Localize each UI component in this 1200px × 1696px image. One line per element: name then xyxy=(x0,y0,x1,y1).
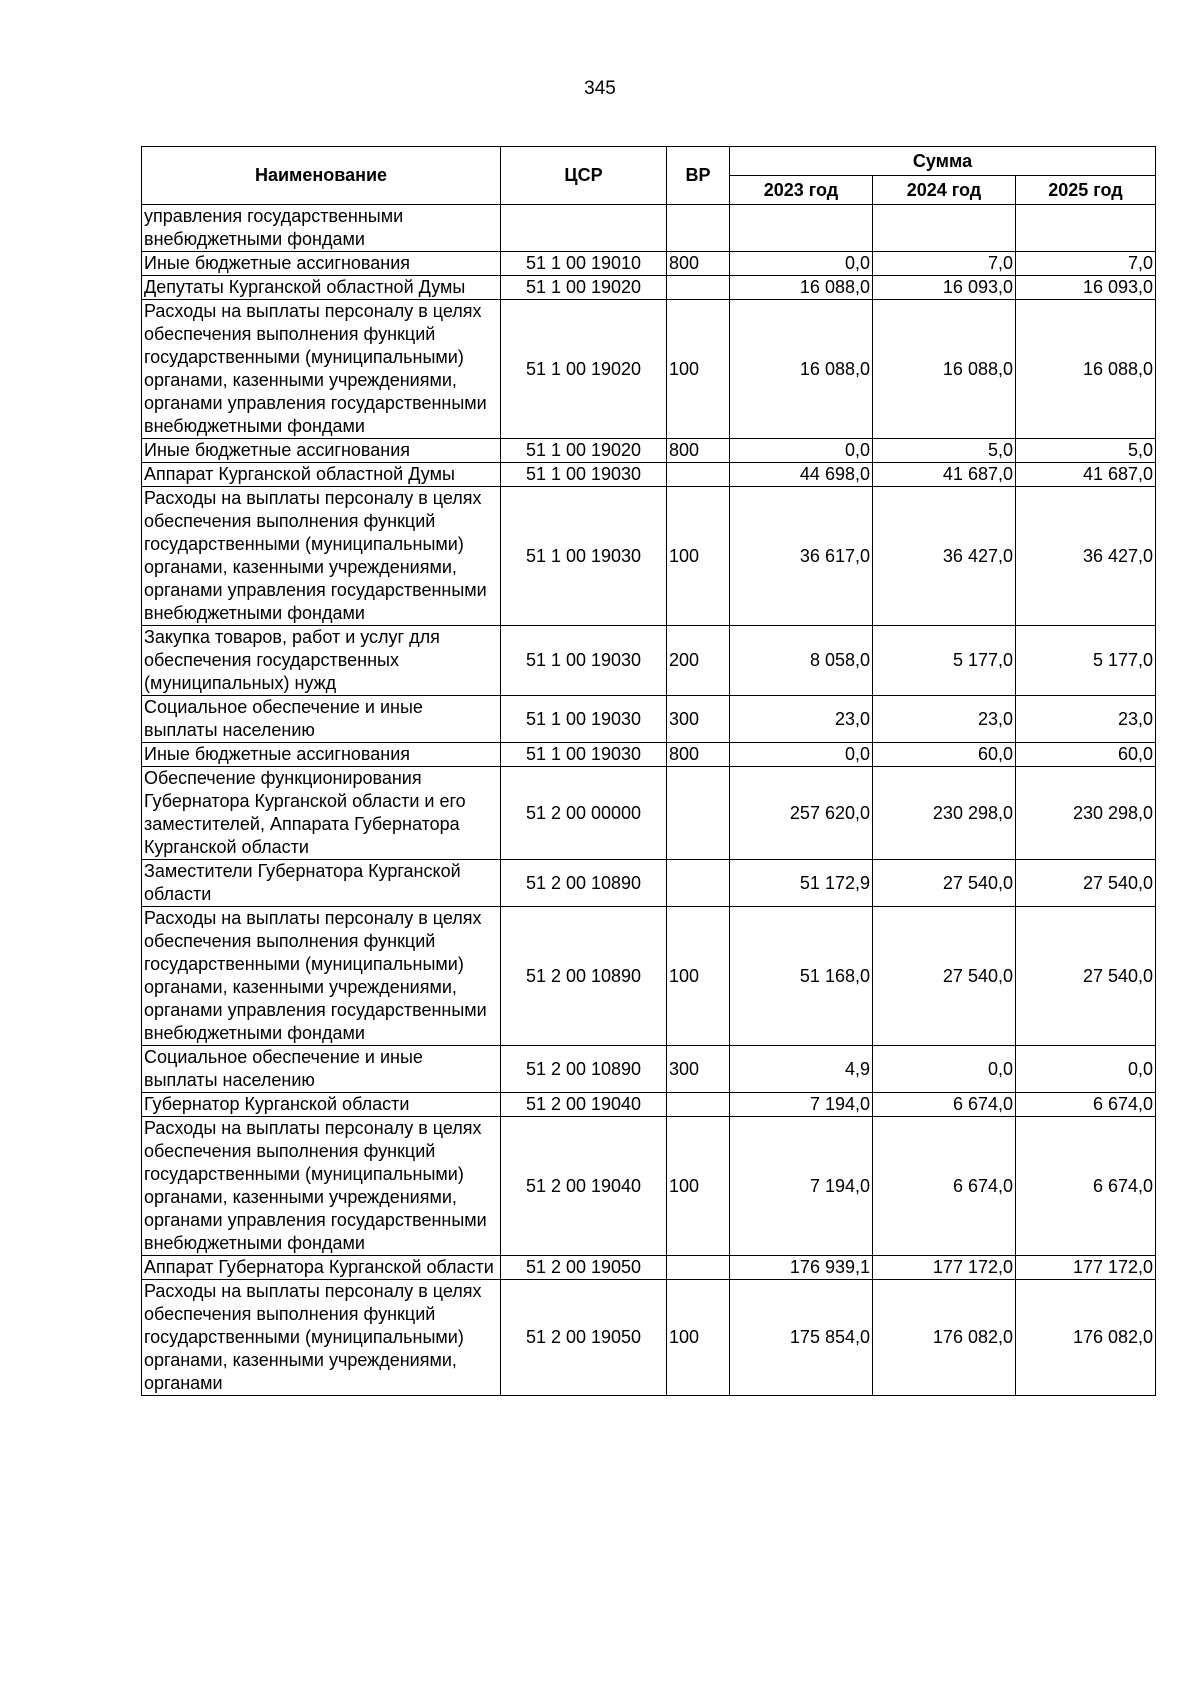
row-sum-2024: 16 088,0 xyxy=(873,300,1016,439)
row-name: Обеспечение функционирования Губернатора Курганской области и его заместителей, Аппарата Губернатора Курганской области xyxy=(142,767,501,860)
header-year-2025: 2025 год xyxy=(1016,176,1156,205)
row-name: Расходы на выплаты персоналу в целях обеспечения выполнения функций государственными (муниципальными) органами, казенными учреждениями, органами управления государственными внебюджетными фондами xyxy=(142,487,501,626)
row-sum-2023: 16 088,0 xyxy=(730,300,873,439)
row-name: Расходы на выплаты персоналу в целях обеспечения выполнения функций государственными (муниципальными) органами, казенными учреждениями, органами управления государственными внебюджетными фондами xyxy=(142,907,501,1046)
row-sum-2024: 41 687,0 xyxy=(873,463,1016,487)
row-vr xyxy=(667,1256,730,1280)
row-csr: 51 2 00 10890 xyxy=(501,1046,667,1093)
row-csr: 51 2 00 19050 xyxy=(501,1256,667,1280)
row-name: Расходы на выплаты персоналу в целях обеспечения выполнения функций государственными (муниципальными) органами, казенными учреждениями, органами xyxy=(142,1280,501,1396)
row-sum-2025: 41 687,0 xyxy=(1016,463,1156,487)
row-csr: 51 2 00 00000 xyxy=(501,767,667,860)
row-sum-2024: 60,0 xyxy=(873,743,1016,767)
row-sum-2025: 60,0 xyxy=(1016,743,1156,767)
row-csr: 51 1 00 19020 xyxy=(501,276,667,300)
table-row xyxy=(142,907,1156,1046)
budget-table xyxy=(141,146,1156,1396)
row-sum-2025: 6 674,0 xyxy=(1016,1093,1156,1117)
row-sum-2023: 8 058,0 xyxy=(730,626,873,696)
row-sum-2024: 230 298,0 xyxy=(873,767,1016,860)
header-csr: ЦСР xyxy=(501,147,667,205)
row-sum-2024: 7,0 xyxy=(873,252,1016,276)
row-csr: 51 1 00 19030 xyxy=(501,463,667,487)
row-name: управления государственными внебюджетными фондами xyxy=(142,205,501,252)
row-vr xyxy=(667,860,730,907)
table-row xyxy=(142,1117,1156,1256)
row-sum-2023: 175 854,0 xyxy=(730,1280,873,1396)
table-row xyxy=(142,205,1156,252)
row-sum-2025: 7,0 xyxy=(1016,252,1156,276)
row-sum-2025: 177 172,0 xyxy=(1016,1256,1156,1280)
row-vr: 800 xyxy=(667,252,730,276)
row-name: Аппарат Курганской областной Думы xyxy=(142,463,501,487)
table-row xyxy=(142,252,1156,276)
row-vr: 800 xyxy=(667,743,730,767)
row-csr: 51 2 00 19050 xyxy=(501,1280,667,1396)
row-sum-2023: 36 617,0 xyxy=(730,487,873,626)
table-row xyxy=(142,626,1156,696)
table-body xyxy=(142,205,1156,1396)
row-name: Социальное обеспечение и иные выплаты населению xyxy=(142,696,501,743)
row-sum-2025: 0,0 xyxy=(1016,1046,1156,1093)
header-name: Наименование xyxy=(142,147,501,205)
table-row xyxy=(142,767,1156,860)
row-sum-2024: 177 172,0 xyxy=(873,1256,1016,1280)
header-sum: Сумма xyxy=(730,147,1156,176)
row-sum-2024: 27 540,0 xyxy=(873,907,1016,1046)
row-vr xyxy=(667,463,730,487)
row-csr: 51 2 00 10890 xyxy=(501,860,667,907)
row-vr: 100 xyxy=(667,487,730,626)
row-sum-2023: 0,0 xyxy=(730,252,873,276)
table-row xyxy=(142,860,1156,907)
row-sum-2025: 16 088,0 xyxy=(1016,300,1156,439)
table-row xyxy=(142,1256,1156,1280)
row-vr xyxy=(667,205,730,252)
row-vr xyxy=(667,1093,730,1117)
row-sum-2024: 5,0 xyxy=(873,439,1016,463)
row-sum-2023: 0,0 xyxy=(730,439,873,463)
row-name: Заместители Губернатора Курганской области xyxy=(142,860,501,907)
row-csr: 51 2 00 10890 xyxy=(501,907,667,1046)
row-sum-2024: 6 674,0 xyxy=(873,1117,1016,1256)
row-sum-2025: 16 093,0 xyxy=(1016,276,1156,300)
row-name: Расходы на выплаты персоналу в целях обеспечения выполнения функций государственными (муниципальными) органами, казенными учреждениями, органами управления государственными внебюджетными фондами xyxy=(142,300,501,439)
row-sum-2024: 23,0 xyxy=(873,696,1016,743)
row-name: Социальное обеспечение и иные выплаты населению xyxy=(142,1046,501,1093)
row-sum-2024: 16 093,0 xyxy=(873,276,1016,300)
row-sum-2024: 6 674,0 xyxy=(873,1093,1016,1117)
row-sum-2023: 0,0 xyxy=(730,743,873,767)
header-year-2023: 2023 год xyxy=(730,176,873,205)
header-year-2024: 2024 год xyxy=(873,176,1016,205)
header-vr: ВР xyxy=(667,147,730,205)
row-vr: 100 xyxy=(667,1117,730,1256)
row-sum-2023: 51 172,9 xyxy=(730,860,873,907)
row-name: Иные бюджетные ассигнования xyxy=(142,743,501,767)
row-vr: 200 xyxy=(667,626,730,696)
row-vr: 100 xyxy=(667,300,730,439)
row-csr: 51 1 00 19030 xyxy=(501,743,667,767)
row-sum-2023: 4,9 xyxy=(730,1046,873,1093)
row-sum-2025: 5 177,0 xyxy=(1016,626,1156,696)
row-sum-2025: 36 427,0 xyxy=(1016,487,1156,626)
row-vr xyxy=(667,276,730,300)
row-name: Депутаты Курганской областной Думы xyxy=(142,276,501,300)
row-vr: 100 xyxy=(667,907,730,1046)
table-row xyxy=(142,696,1156,743)
row-csr: 51 2 00 19040 xyxy=(501,1093,667,1117)
row-sum-2024: 0,0 xyxy=(873,1046,1016,1093)
table-row xyxy=(142,300,1156,439)
row-csr: 51 1 00 19020 xyxy=(501,439,667,463)
row-sum-2023 xyxy=(730,205,873,252)
row-csr: 51 1 00 19030 xyxy=(501,696,667,743)
row-sum-2023: 7 194,0 xyxy=(730,1117,873,1256)
row-vr: 300 xyxy=(667,1046,730,1093)
row-sum-2023: 44 698,0 xyxy=(730,463,873,487)
table-row xyxy=(142,463,1156,487)
table-row xyxy=(142,487,1156,626)
row-sum-2025: 176 082,0 xyxy=(1016,1280,1156,1396)
row-sum-2023: 23,0 xyxy=(730,696,873,743)
table-header xyxy=(142,147,1156,205)
table-row xyxy=(142,439,1156,463)
row-sum-2025: 5,0 xyxy=(1016,439,1156,463)
row-sum-2024: 27 540,0 xyxy=(873,860,1016,907)
row-sum-2025: 27 540,0 xyxy=(1016,860,1156,907)
row-sum-2024: 176 082,0 xyxy=(873,1280,1016,1396)
row-csr: 51 2 00 19040 xyxy=(501,1117,667,1256)
row-sum-2025: 23,0 xyxy=(1016,696,1156,743)
page-number: 345 xyxy=(584,78,616,99)
row-name: Иные бюджетные ассигнования xyxy=(142,252,501,276)
row-csr: 51 1 00 19030 xyxy=(501,487,667,626)
table-row xyxy=(142,1093,1156,1117)
row-sum-2023: 176 939,1 xyxy=(730,1256,873,1280)
row-vr: 800 xyxy=(667,439,730,463)
table-row xyxy=(142,1280,1156,1396)
table-row xyxy=(142,1046,1156,1093)
row-sum-2023: 51 168,0 xyxy=(730,907,873,1046)
row-sum-2023: 257 620,0 xyxy=(730,767,873,860)
row-csr xyxy=(501,205,667,252)
row-sum-2024 xyxy=(873,205,1016,252)
table-row xyxy=(142,276,1156,300)
row-sum-2023: 16 088,0 xyxy=(730,276,873,300)
row-name: Губернатор Курганской области xyxy=(142,1093,501,1117)
row-sum-2025: 230 298,0 xyxy=(1016,767,1156,860)
row-name: Расходы на выплаты персоналу в целях обеспечения выполнения функций государственными (муниципальными) органами, казенными учреждениями, органами управления государственными внебюджетными фондами xyxy=(142,1117,501,1256)
row-sum-2024: 5 177,0 xyxy=(873,626,1016,696)
row-sum-2025: 6 674,0 xyxy=(1016,1117,1156,1256)
row-vr xyxy=(667,767,730,860)
table-row xyxy=(142,743,1156,767)
row-sum-2025 xyxy=(1016,205,1156,252)
row-sum-2023: 7 194,0 xyxy=(730,1093,873,1117)
row-sum-2025: 27 540,0 xyxy=(1016,907,1156,1046)
row-name: Иные бюджетные ассигнования xyxy=(142,439,501,463)
row-name: Аппарат Губернатора Курганской области xyxy=(142,1256,501,1280)
row-name: Закупка товаров, работ и услуг для обеспечения государственных (муниципальных) нужд xyxy=(142,626,501,696)
row-csr: 51 1 00 19030 xyxy=(501,626,667,696)
row-vr: 100 xyxy=(667,1280,730,1396)
row-csr: 51 1 00 19010 xyxy=(501,252,667,276)
row-vr: 300 xyxy=(667,696,730,743)
row-sum-2024: 36 427,0 xyxy=(873,487,1016,626)
row-csr: 51 1 00 19020 xyxy=(501,300,667,439)
